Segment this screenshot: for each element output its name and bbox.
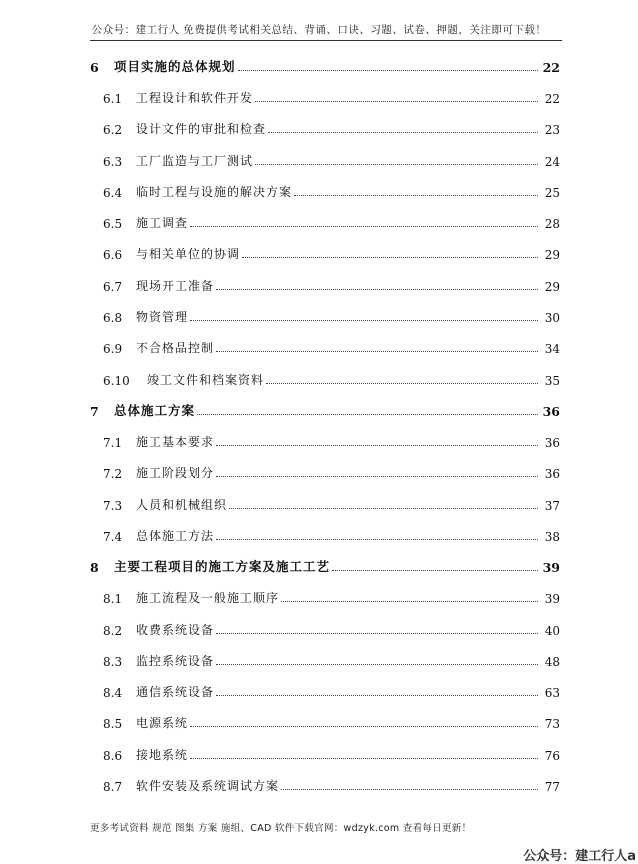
toc-dot-leader <box>216 445 538 446</box>
toc-entry-title: 施工基本要求 <box>136 435 215 449</box>
toc-dot-leader <box>281 601 538 602</box>
toc-entry[interactable] <box>0 368 638 388</box>
toc-entry[interactable] <box>0 336 638 356</box>
toc-entry-page: 28 <box>544 217 560 231</box>
toc-entry-page: 37 <box>544 499 560 513</box>
toc-entry-page: 38 <box>544 530 560 544</box>
toc-entry-title: 电源系统 <box>136 716 189 730</box>
watermark-label: 公众号：建工行人a <box>523 849 636 864</box>
toc-entry-title: 软件安装及系统调试方案 <box>136 779 280 793</box>
toc-entry-title: 总体施工方案 <box>114 403 196 418</box>
toc-entry-page: 35 <box>544 374 560 388</box>
toc-entry-title: 工厂监造与工厂测试 <box>136 154 254 168</box>
toc-entry-page: 36 <box>542 404 560 419</box>
toc-dot-leader <box>190 226 538 227</box>
toc-entry-number: 8.3 <box>103 655 123 669</box>
toc-entry-title: 通信系统设备 <box>136 685 215 699</box>
toc-entry-title: 施工调查 <box>136 216 189 230</box>
toc-entry[interactable] <box>0 211 638 231</box>
toc-dot-leader <box>216 539 538 540</box>
toc-dot-leader <box>190 320 538 321</box>
toc-entry-title: 临时工程与设施的解决方案 <box>136 185 293 199</box>
toc-entry-page: 30 <box>544 311 560 325</box>
toc-dot-leader <box>242 257 538 258</box>
toc-entry-number: 6.4 <box>103 186 123 200</box>
toc-dot-leader <box>190 726 538 727</box>
toc-entry-page: 39 <box>542 560 560 575</box>
toc-entry-page: 76 <box>544 749 560 763</box>
toc-dot-leader <box>294 195 538 196</box>
toc-entry-title: 设计文件的审批和检查 <box>136 122 267 136</box>
toc-entry-title: 收费系统设备 <box>136 623 215 637</box>
toc-entry[interactable] <box>0 649 638 669</box>
toc-entry-number: 6.6 <box>103 248 123 262</box>
toc-dot-leader <box>216 664 538 665</box>
toc-entry-title: 施工阶段划分 <box>136 466 215 480</box>
toc-entry-page: 48 <box>544 655 560 669</box>
toc-entry-title: 项目实施的总体规划 <box>114 59 236 74</box>
toc-entry-number: 6.7 <box>103 280 123 294</box>
toc-entry-number: 6.8 <box>103 311 123 325</box>
toc-entry-title: 物资管理 <box>136 310 189 324</box>
toc-entry[interactable] <box>0 242 638 262</box>
toc-entry[interactable] <box>0 305 638 325</box>
toc-dot-leader <box>216 633 538 634</box>
page-footer: 更多考试资料 规范 图集 方案 施组、CAD 软件下载官网：wdzyk.com 查看每日更新！ <box>90 823 472 834</box>
toc-dot-leader <box>216 695 538 696</box>
toc-entry[interactable] <box>0 618 638 638</box>
toc-entry[interactable] <box>0 774 638 794</box>
toc-entry-title: 与相关单位的协调 <box>136 247 241 261</box>
toc-entry[interactable] <box>0 274 638 294</box>
toc-dot-leader <box>268 132 538 133</box>
toc-dot-leader <box>216 476 538 477</box>
toc-entry-number: 8.6 <box>103 749 123 763</box>
toc-entry-number: 7.3 <box>103 499 123 513</box>
toc-entry-number: 6.3 <box>103 155 123 169</box>
toc-entry-page: 36 <box>544 436 560 450</box>
toc-entry[interactable] <box>0 586 638 606</box>
toc-dot-leader <box>266 383 538 384</box>
toc-entry-title: 施工流程及一般施工顺序 <box>136 591 280 605</box>
toc-entry-page: 40 <box>544 624 560 638</box>
toc-entry[interactable] <box>0 461 638 481</box>
toc-entry-title: 现场开工准备 <box>136 279 215 293</box>
toc-entry-title: 不合格品控制 <box>136 341 215 355</box>
toc-entry-page: 24 <box>544 155 560 169</box>
toc-dot-leader <box>255 101 538 102</box>
toc-entry-title: 总体施工方法 <box>136 529 215 543</box>
toc-entry-page: 63 <box>544 686 560 700</box>
header-rule <box>90 40 562 41</box>
toc-entry-number: 7 <box>90 404 99 419</box>
toc-entry-number: 8.7 <box>103 780 123 794</box>
toc-entry-page: 77 <box>544 780 560 794</box>
toc-entry[interactable] <box>0 493 638 513</box>
toc-entry[interactable] <box>0 117 638 137</box>
toc-entry[interactable] <box>0 555 638 575</box>
toc-entry-number: 6 <box>90 60 99 75</box>
toc-entry-page: 22 <box>542 60 560 75</box>
toc-entry-title: 人员和机械组织 <box>136 498 228 512</box>
toc-entry-page: 22 <box>544 92 560 106</box>
toc-entry-number: 6.10 <box>103 374 130 388</box>
toc-entry[interactable] <box>0 524 638 544</box>
toc-entry-page: 25 <box>544 186 560 200</box>
toc-entry[interactable] <box>0 743 638 763</box>
toc-entry-number: 6.5 <box>103 217 123 231</box>
toc-entry-page: 23 <box>544 123 560 137</box>
toc-entry-page: 36 <box>544 467 560 481</box>
toc-entry-title: 工程设计和软件开发 <box>136 91 254 105</box>
toc-entry[interactable] <box>0 399 638 419</box>
toc-entry-page: 34 <box>544 342 560 356</box>
page-header: 公众号：建工行人 免费提供考试相关总结、背诵、口诀、习题、试卷、押题，关注即可下载！ <box>91 24 547 36</box>
toc-dot-leader <box>190 758 538 759</box>
toc-entry[interactable] <box>0 149 638 169</box>
toc-entry-title: 主要工程项目的施工方案及施工工艺 <box>114 559 331 574</box>
toc-entry-page: 29 <box>544 248 560 262</box>
toc-entry-page: 73 <box>544 717 560 731</box>
toc-dot-leader <box>332 570 538 571</box>
toc-entry-page: 39 <box>544 592 560 606</box>
toc-entry[interactable] <box>0 680 638 700</box>
toc-entry-number: 7.2 <box>103 467 123 481</box>
toc-entry-title: 接地系统 <box>136 748 189 762</box>
toc-dot-leader <box>229 508 538 509</box>
toc-entry-number: 8 <box>90 560 99 575</box>
toc-entry-title: 竣工文件和档案资料 <box>147 373 265 387</box>
toc-entry[interactable] <box>0 55 638 75</box>
toc-entry-number: 7.4 <box>103 530 123 544</box>
toc-entry[interactable] <box>0 180 638 200</box>
toc-entry-number: 8.2 <box>103 624 123 638</box>
toc-entry-number: 6.2 <box>103 123 123 137</box>
toc-entry[interactable] <box>0 86 638 106</box>
toc-entry[interactable] <box>0 430 638 450</box>
toc-entry-number: 7.1 <box>103 436 123 450</box>
toc-entry[interactable] <box>0 711 638 731</box>
toc-dot-leader <box>216 289 538 290</box>
toc-dot-leader <box>281 789 538 790</box>
toc-dot-leader <box>216 351 538 352</box>
toc-entry-number: 6.9 <box>103 342 123 356</box>
toc-entry-number: 8.4 <box>103 686 123 700</box>
toc-entry-number: 8.1 <box>103 592 123 606</box>
toc-entry-number: 6.1 <box>103 92 123 106</box>
toc-dot-leader <box>238 70 538 71</box>
toc-dot-leader <box>197 414 538 415</box>
toc-dot-leader <box>255 164 538 165</box>
toc-entry-page: 29 <box>544 280 560 294</box>
toc-entry-number: 8.5 <box>103 717 123 731</box>
toc-entry-title: 监控系统设备 <box>136 654 215 668</box>
